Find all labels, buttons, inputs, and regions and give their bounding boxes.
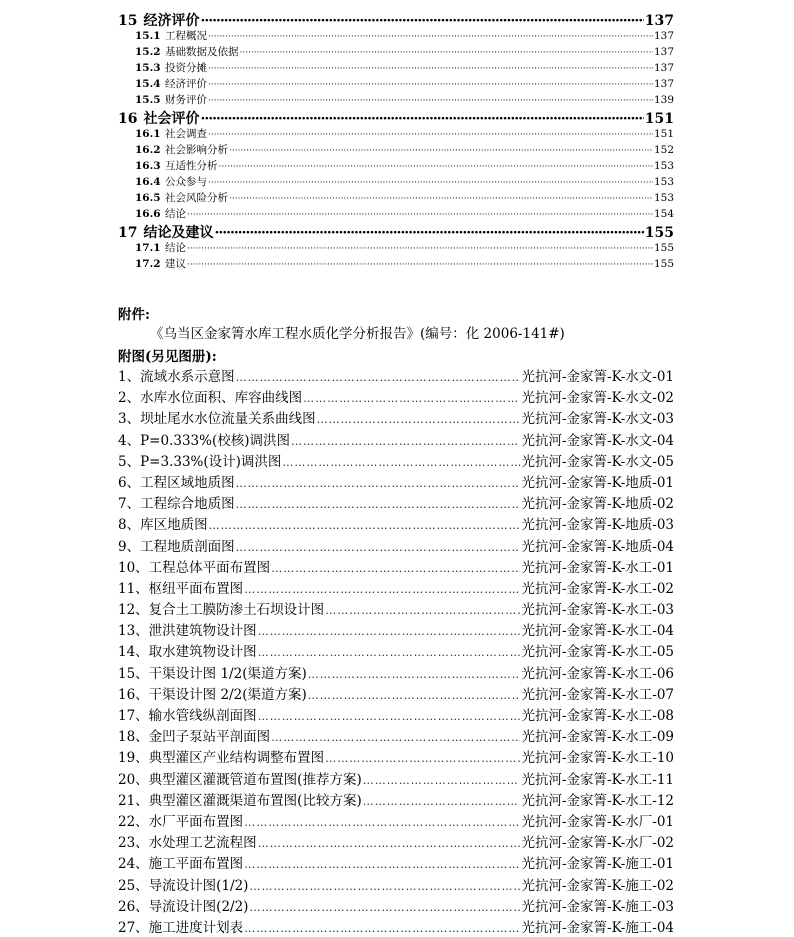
toc-section-page: 153	[653, 160, 674, 172]
figure-code: 光抗河-金家箐-K-地质-02	[521, 496, 674, 513]
dot-leader	[258, 710, 521, 723]
figure-row	[118, 852, 674, 873]
figure-code: 光抗河-金家箐-K-施工-03	[521, 898, 674, 915]
figure-code: 光抗河-金家箐-K-水工-04	[521, 623, 674, 640]
figure-row	[118, 725, 674, 746]
toc-section-label	[135, 256, 186, 271]
figure-code: 光抗河-金家箐-K-施工-04	[521, 919, 674, 936]
toc-section-page: 154	[653, 208, 674, 220]
toc-chapter-number: 16	[118, 111, 138, 126]
toc-section-row	[118, 240, 674, 256]
figure-label: 13、泄洪建筑物设计图	[118, 623, 257, 640]
dot-leader	[308, 689, 521, 702]
toc-section-row	[118, 126, 674, 142]
figure-label: 18、金凹子泵站平剖面图	[118, 729, 271, 746]
dot-leader	[258, 646, 521, 659]
toc-section-number: 16.3	[135, 160, 161, 172]
toc-chapter-number: 17	[118, 225, 138, 240]
dot-leader	[214, 225, 643, 240]
figure-row	[118, 450, 674, 471]
figure-label: 5、P=3.33%(设计)调洪图	[118, 453, 282, 470]
dot-leader	[208, 80, 653, 90]
toc-section-page: 151	[653, 128, 674, 140]
toc-section-label	[135, 158, 218, 173]
dot-leader	[325, 752, 520, 765]
dot-leader	[187, 210, 653, 220]
toc-section-page: 155	[653, 242, 674, 254]
toc-section-row	[118, 256, 674, 272]
figure-code: 光抗河-金家箐-K-水工-10	[521, 750, 674, 767]
figure-label: 10、工程总体平面布置图	[118, 559, 271, 576]
figure-label: 22、水厂平面布置图	[118, 813, 244, 830]
figure-label: 6、工程区域地质图	[118, 474, 235, 491]
toc-section-row	[118, 60, 674, 76]
dot-leader	[208, 32, 653, 42]
dot-leader	[200, 13, 643, 28]
figure-code: 光抗河-金家箐-K-水工-08	[521, 708, 674, 724]
toc-section-page: 137	[653, 62, 674, 74]
toc-chapter-page: 155	[644, 225, 674, 240]
toc-section-label	[135, 126, 207, 141]
figure-row	[118, 683, 674, 704]
toc-section-row	[118, 174, 674, 190]
figure-label: 12、复合土工膜防渗土石坝设计图	[118, 602, 325, 619]
figure-code: 光抗河-金家箐-K-水工-03	[521, 602, 674, 619]
dot-leader	[244, 858, 520, 871]
toc-section-number: 15.1	[135, 30, 161, 42]
figure-code: 光抗河-金家箐-K-水文-05	[521, 453, 674, 470]
figure-row	[118, 704, 674, 725]
table-of-contents	[118, 10, 674, 272]
figure-list	[118, 365, 674, 937]
toc-section-row	[118, 206, 674, 222]
toc-section-title: 社会调查	[165, 128, 207, 140]
dot-leader	[208, 130, 653, 140]
toc-section-title: 互适性分析	[165, 160, 218, 172]
figure-code: 光抗河-金家箐-K-水文-01	[521, 369, 674, 385]
figure-label: 26、导流设计图(2/2)	[118, 898, 249, 915]
figure-label: 2、水库水位面积、库容曲线图	[118, 390, 303, 407]
figure-label: 17、输水管线纵剖面图	[118, 708, 257, 724]
figure-row	[118, 471, 674, 492]
toc-section-row	[118, 190, 674, 206]
dot-leader	[208, 64, 653, 74]
toc-chapter-number: 15	[118, 13, 138, 28]
dot-leader	[229, 146, 653, 156]
toc-section-title: 投资分摊	[165, 62, 207, 74]
toc-section-number: 16.2	[135, 144, 161, 156]
toc-section-label	[135, 142, 228, 157]
toc-chapter-title: 社会评价	[143, 111, 200, 126]
figure-label: 11、枢纽平面布置图	[118, 580, 244, 597]
dot-leader	[187, 244, 653, 254]
figure-row	[118, 598, 674, 619]
toc-section-number: 17.1	[135, 242, 161, 254]
toc-section-title: 财务评价	[165, 94, 207, 106]
figure-label: 14、取水建筑物设计图	[118, 644, 257, 661]
dot-leader	[236, 371, 521, 384]
figure-row	[118, 365, 674, 386]
dot-leader	[291, 435, 520, 448]
toc-chapter-label	[118, 108, 199, 126]
toc-section-title: 建议	[165, 258, 186, 270]
dot-leader	[244, 922, 520, 935]
toc-section-label	[135, 174, 207, 189]
dot-leader	[208, 96, 653, 106]
figure-label: 20、典型灌区灌溉管道布置图(推荐方案)	[118, 771, 362, 788]
figure-row	[118, 640, 674, 661]
dot-leader	[209, 519, 521, 532]
dot-leader	[317, 413, 521, 426]
figure-label: 8、库区地质图	[118, 517, 208, 534]
figure-code: 光抗河-金家箐-K-施工-01	[521, 856, 674, 873]
toc-section-title: 结论	[165, 208, 186, 220]
figure-row	[118, 831, 674, 852]
toc-section-number: 16.5	[135, 192, 161, 204]
toc-section-number: 15.3	[135, 62, 161, 74]
toc-section-page: 139	[653, 94, 674, 106]
dot-leader	[271, 731, 520, 744]
figure-code: 光抗河-金家箐-K-水工-11	[521, 771, 674, 788]
figure-code: 光抗河-金家箐-K-地质-01	[521, 474, 674, 491]
toc-chapter-row	[118, 10, 674, 28]
figure-code: 光抗河-金家箐-K-水文-02	[521, 390, 674, 407]
figure-label: 4、P=0.333%(校核)调洪图	[118, 432, 290, 449]
figure-code: 光抗河-金家箐-K-水工-06	[521, 665, 674, 682]
toc-chapter-row	[118, 108, 674, 126]
dot-leader	[303, 392, 520, 405]
toc-section-title: 社会风险分析	[165, 192, 228, 204]
toc-section-number: 15.5	[135, 94, 161, 106]
dot-leader	[271, 562, 520, 575]
figure-code: 光抗河-金家箐-K-水工-05	[521, 644, 674, 661]
figure-label: 21、典型灌区灌溉渠道布置图(比较方案)	[118, 792, 362, 809]
figure-label: 23、水处理工艺流程图	[118, 835, 257, 852]
figure-code: 光抗河-金家箐-K-水厂-01	[521, 813, 674, 830]
figure-row	[118, 746, 674, 767]
dot-leader	[282, 456, 520, 469]
toc-section-page: 137	[653, 46, 674, 58]
dot-leader	[363, 774, 521, 787]
figure-code: 光抗河-金家箐-K-水文-03	[521, 411, 674, 428]
figure-row	[118, 577, 674, 598]
toc-section-number: 16.1	[135, 128, 161, 140]
toc-section-title: 社会影响分析	[165, 144, 228, 156]
figure-row	[118, 407, 674, 428]
dot-leader	[244, 583, 520, 596]
dot-leader	[236, 477, 521, 490]
figure-row	[118, 386, 674, 407]
dot-leader	[187, 260, 653, 270]
dot-leader	[363, 795, 521, 808]
figure-label: 27、施工进度计划表	[118, 919, 244, 936]
figure-row	[118, 810, 674, 831]
figure-row	[118, 429, 674, 450]
dot-leader	[240, 48, 653, 58]
dot-leader	[208, 178, 653, 188]
toc-section-page: 137	[653, 30, 674, 42]
toc-section-title: 工程概况	[165, 30, 207, 42]
toc-section-row	[118, 28, 674, 44]
toc-chapter-title: 结论及建议	[143, 225, 214, 240]
figure-label: 24、施工平面布置图	[118, 856, 244, 873]
figure-row	[118, 768, 674, 789]
figure-label: 19、典型灌区产业结构调整布置图	[118, 750, 325, 767]
figure-row	[118, 556, 674, 577]
figure-row	[118, 874, 674, 895]
figure-label: 9、工程地质剖面图	[118, 538, 235, 555]
dot-leader	[200, 111, 643, 126]
toc-section-row	[118, 92, 674, 108]
toc-section-label	[135, 92, 207, 107]
dot-leader	[236, 498, 521, 511]
toc-section-label	[135, 60, 207, 75]
toc-section-row	[118, 76, 674, 92]
toc-section-label	[135, 190, 228, 205]
toc-section-label	[135, 240, 186, 255]
figure-row	[118, 662, 674, 683]
toc-chapter-label	[118, 222, 213, 240]
toc-section-page: 155	[653, 258, 674, 270]
toc-section-number: 15.4	[135, 78, 161, 90]
dot-leader	[229, 194, 653, 204]
annex-report-line: 《乌当区金家箐水库工程水质化学分析报告》(编号：化 2006-141#)	[150, 326, 565, 342]
toc-chapter-page: 151	[644, 111, 674, 126]
figure-code: 光抗河-金家箐-K-水厂-02	[521, 835, 674, 852]
toc-section-number: 16.6	[135, 208, 161, 220]
dot-leader	[308, 668, 521, 681]
figure-code: 光抗河-金家箐-K-水工-01	[521, 559, 674, 576]
toc-section-label	[135, 206, 186, 221]
toc-section-page: 137	[653, 78, 674, 90]
toc-section-title: 结论	[165, 242, 186, 254]
figure-code: 光抗河-金家箐-K-地质-04	[521, 538, 674, 555]
toc-section-page: 153	[653, 176, 674, 188]
figure-code: 光抗河-金家箐-K-水文-04	[521, 432, 674, 449]
toc-section-label	[135, 28, 207, 43]
toc-section-number: 15.2	[135, 46, 161, 58]
figure-label: 16、干渠设计图 2/2(渠道方案)	[118, 686, 307, 703]
figure-row	[118, 513, 674, 534]
figure-code: 光抗河-金家箐-K-水工-02	[521, 580, 674, 597]
toc-section-page: 153	[653, 192, 674, 204]
figure-label: 1、流域水系示意图	[118, 369, 235, 385]
toc-section-row	[118, 142, 674, 158]
dot-leader	[249, 901, 520, 914]
figure-row	[118, 619, 674, 640]
figure-code: 光抗河-金家箐-K-施工-02	[521, 877, 674, 894]
figure-code: 光抗河-金家箐-K-地质-03	[521, 517, 674, 534]
figure-row	[118, 789, 674, 810]
toc-section-number: 17.2	[135, 258, 161, 270]
figure-code: 光抗河-金家箐-K-水工-12	[521, 792, 674, 809]
toc-chapter-title: 经济评价	[143, 13, 200, 28]
toc-section-label	[135, 76, 207, 91]
toc-chapter-label	[118, 10, 199, 28]
figure-row	[118, 535, 674, 556]
figure-row	[118, 492, 674, 513]
figures-heading: 附图(另见图册):	[118, 349, 217, 365]
dot-leader	[249, 880, 520, 893]
dot-leader	[258, 625, 521, 638]
toc-section-page: 152	[653, 144, 674, 156]
toc-section-title: 经济评价	[165, 78, 207, 90]
figure-label: 15、干渠设计图 1/2(渠道方案)	[118, 665, 307, 682]
dot-leader	[219, 162, 653, 172]
dot-leader	[244, 816, 520, 829]
toc-section-title: 公众参与	[165, 176, 207, 188]
toc-section-label	[135, 44, 239, 59]
dot-leader	[236, 541, 521, 554]
figure-label: 3、坝址尾水水位流量关系曲线图	[118, 411, 316, 428]
toc-chapter-row	[118, 222, 674, 240]
toc-section-number: 16.4	[135, 176, 161, 188]
toc-section-row	[118, 158, 674, 174]
annex-heading: 附件:	[118, 307, 150, 323]
dot-leader	[325, 604, 520, 617]
figure-row	[118, 895, 674, 916]
toc-section-title: 基础数据及依据	[165, 46, 239, 58]
figure-code: 光抗河-金家箐-K-水工-09	[521, 729, 674, 746]
figure-row	[118, 916, 674, 937]
figure-code: 光抗河-金家箐-K-水工-07	[521, 686, 674, 703]
dot-leader	[258, 837, 521, 850]
figure-label: 25、导流设计图(1/2)	[118, 877, 249, 894]
figure-label: 7、工程综合地质图	[118, 496, 235, 513]
toc-chapter-page: 137	[644, 13, 674, 28]
toc-section-row	[118, 44, 674, 60]
